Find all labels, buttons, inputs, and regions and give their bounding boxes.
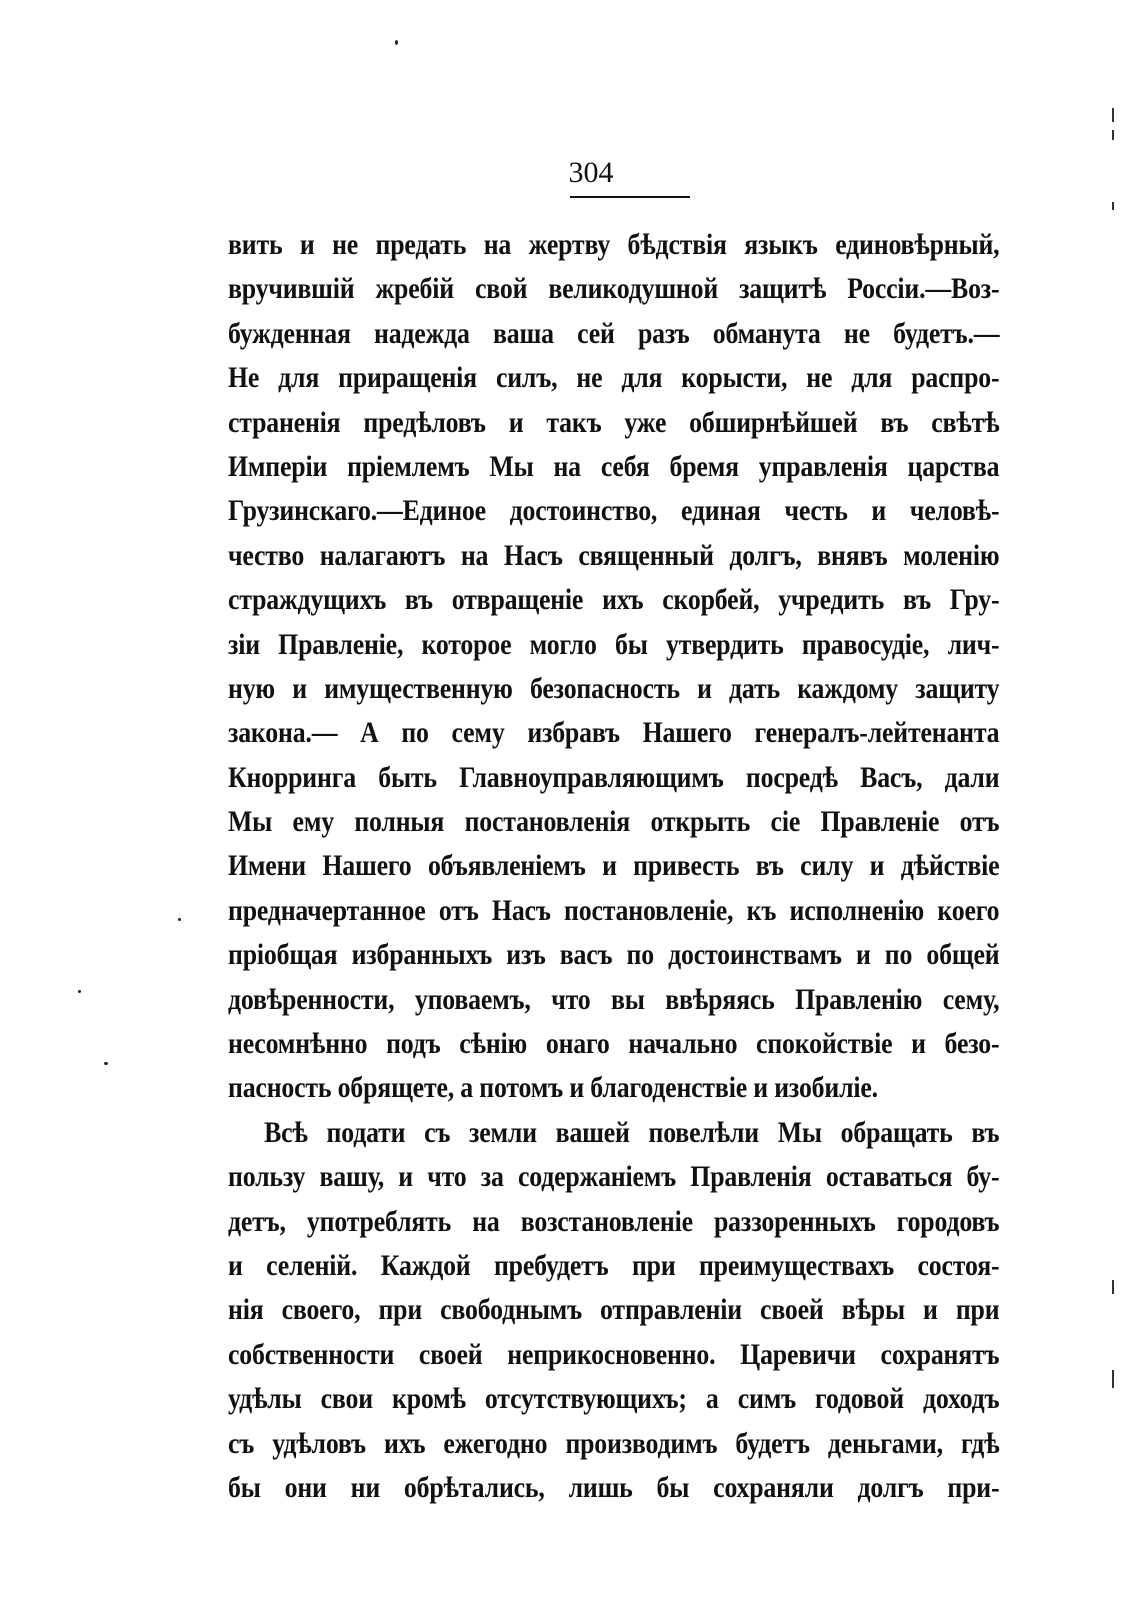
text-line: довѣренности, уповаемъ, что вы ввѣряясь Правленію сему, — [228, 982, 1000, 1016]
text-line: чество налагаютъ на Насъ священный долгъ, внявъ моленію — [228, 538, 1000, 572]
text-line: пріобщая избранныхъ изъ васъ по достоинствамъ и по общей — [228, 938, 1000, 972]
text-line: удѣлы свои кромѣ отсутствующихъ; а симъ годовой доходъ — [228, 1382, 1000, 1416]
text-line: Имперіи пріемлемъ Мы на себя бремя управленія царства — [228, 449, 1000, 483]
text-line: Грузинскаго.—Единое достоинство, единая честь и человѣ- — [228, 494, 1000, 528]
text-line: вручившій жребій свой великодушной защитѣ Россіи.—Воз- — [228, 272, 1000, 306]
margin-mark — [1112, 130, 1114, 140]
text-line: страненія предѣловъ и такъ уже обширнѣйшей въ свѣтѣ — [228, 405, 1000, 439]
text-line: вить и не предать на жертву бѣдствія языкъ единовѣрный, — [228, 228, 1000, 261]
text-line: детъ, употреблять на возстановленіе раззоренныхъ городовъ — [228, 1204, 1000, 1238]
speck — [395, 40, 398, 45]
margin-mark — [1112, 108, 1114, 122]
page-number-rule — [570, 196, 690, 198]
page-number: 304 — [568, 156, 614, 189]
text-line: бужденная надежда ваша сей разъ обманута не будетъ.— — [228, 316, 1000, 350]
text-line: закона.— А по сему избравъ Нашего генералъ-лейтенанта — [228, 716, 1000, 750]
speck — [104, 1062, 108, 1065]
text-line: бы они ни обрѣтались, лишь бы сохраняли долгъ при- — [228, 1470, 1000, 1504]
text-line: Не для приращенія силъ, не для корысти, не для распро- — [228, 361, 1000, 395]
text-line: Кнорринга быть Главноуправляющимъ посредѣ Васъ, дали — [228, 760, 1000, 794]
text-line: пасность обрящете, а потомъ и благоденствіе и изобиліе. — [228, 1071, 878, 1105]
margin-mark — [1112, 1280, 1114, 1294]
text-line: ную и имущественную безопасность и дать каждому защиту — [228, 671, 1000, 705]
text-line: Всѣ подати съ земли вашей повелѣли Мы обращать въ — [264, 1115, 1000, 1149]
text-line: Мы ему полныя постановленія открыть сіе Правленіе отъ — [228, 805, 1000, 839]
speck — [78, 990, 81, 993]
text-line: зіи Правленіе, которое могло бы утвердить правосудіе, лич- — [228, 627, 1000, 661]
text-line: Имени Нашего объявленіемъ и привесть въ силу и дѣйствіе — [228, 849, 1000, 883]
text-line: нія своего, при свободнымъ отправленіи своей вѣры и при — [228, 1293, 1000, 1327]
margin-marks — [1112, 100, 1114, 1390]
text-line: несомнѣнно подъ сѣнію онаго начально спокойствіе и безо- — [228, 1027, 1000, 1061]
text-line: страждущихъ въ отвращеніе ихъ скорбей, учредить въ Гру- — [228, 583, 1000, 617]
margin-mark — [1112, 202, 1114, 210]
margin-mark — [1112, 1370, 1114, 1388]
text-line: пользу вашу, и что за содержаніемъ Правленія оставаться бу- — [228, 1160, 1000, 1194]
text-line: и селеній. Каждой пребудетъ при преимуществахъ состоя- — [228, 1248, 1000, 1282]
text-block — [228, 223, 1000, 1510]
speck — [178, 918, 181, 921]
text-line: предначертанное отъ Насъ постановленіе, къ исполненію коего — [228, 893, 1000, 927]
text-line: съ удѣловъ ихъ ежегодно производимъ будетъ деньгами, гдѣ — [228, 1426, 1000, 1460]
text-line: собственности своей неприкосновенно. Царевичи сохранятъ — [228, 1337, 1000, 1371]
